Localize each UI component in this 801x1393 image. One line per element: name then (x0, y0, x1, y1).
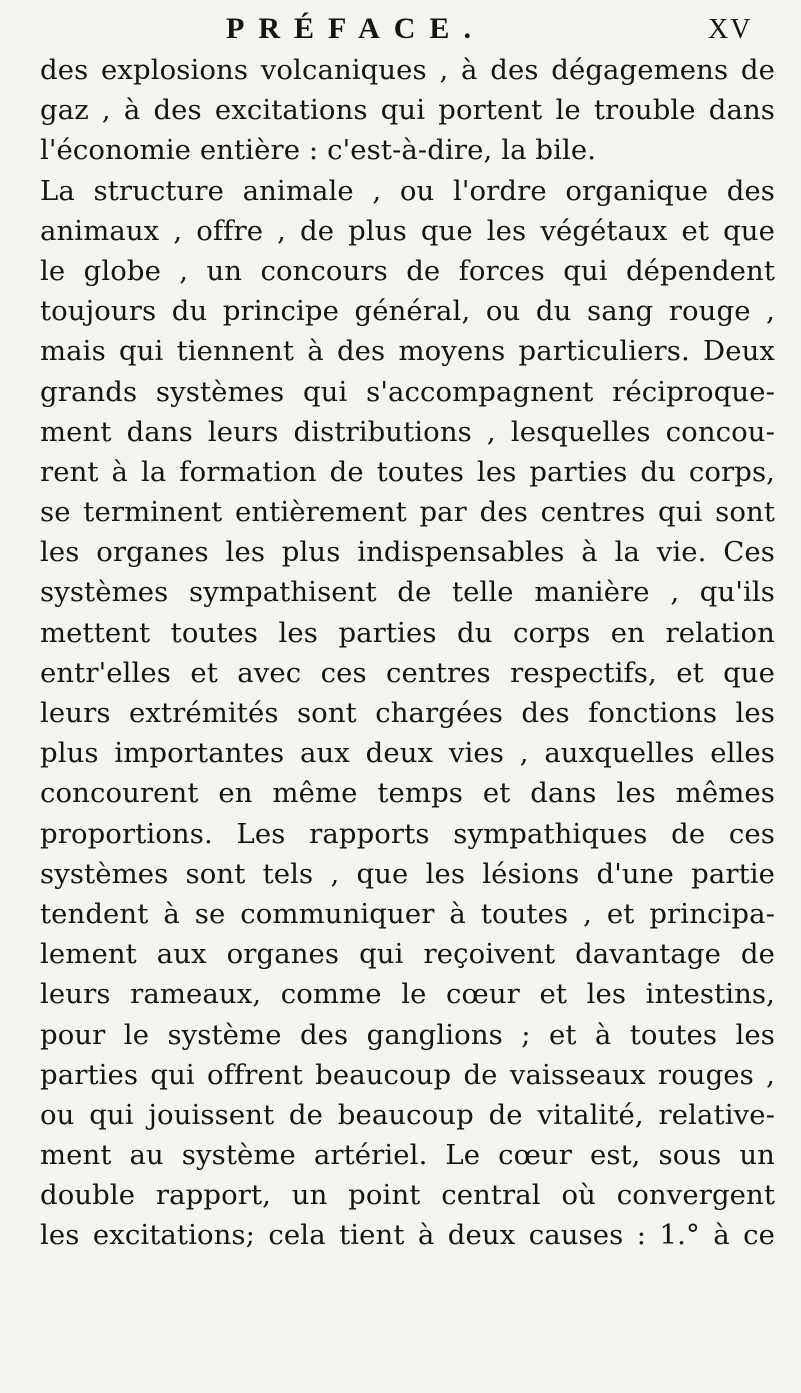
text-line: lement aux organes qui reçoivent davantage de (40, 938, 775, 971)
text-line: double rapport, un point central où convergent (40, 1179, 775, 1212)
text-line: les organes les plus indispensables à la vie. Ces (40, 536, 775, 569)
text-line: grands systèmes qui s'accompagnent réciproque- (40, 375, 775, 408)
page-number: XV (708, 14, 753, 45)
text-line: ment au système artériel. Le cœur est, sous un (40, 1139, 775, 1172)
text-line: mais qui tiennent à des moyens particuliers. Deux (40, 335, 775, 368)
text-line: mettent toutes les parties du corps en relation (40, 616, 775, 649)
text-line: gaz , à des excitations qui portent le trouble dans (40, 94, 775, 127)
text-line: entr'elles et avec ces centres respectifs, et que (40, 656, 775, 689)
text-line: concourent en même temps et dans les mêmes (40, 777, 775, 810)
text-line: l'économie entière : c'est-à-dire, la bile. (40, 134, 597, 167)
text-line: ou qui jouissent de beaucoup de vitalité, relative- (40, 1098, 775, 1131)
text-line: proportions. Les rapports sympathiques de ces (40, 817, 775, 850)
text-line: parties qui offrent beaucoup de vaisseaux rouges , (40, 1058, 775, 1091)
text-line: se terminent entièrement par des centres qui sont (40, 496, 775, 529)
text-line: pour le système des ganglions ; et à toutes les (40, 1018, 775, 1051)
text-line: leurs rameaux, comme le cœur et les intestins, (40, 978, 775, 1011)
text-line: ment dans leurs distributions , lesquelles concou- (40, 415, 775, 448)
body-text (40, 50, 775, 1256)
text-line: des explosions volcaniques , à des dégagemens de (40, 54, 775, 86)
text-line: plus importantes aux deux vies , auxquelles elles (40, 737, 775, 770)
text-line: rent à la formation de toutes les parties du corps, (40, 455, 775, 488)
running-title: PRÉFACE. (226, 12, 485, 45)
text-line: toujours du principe général, ou du sang rouge , (40, 295, 775, 328)
text-line: La structure animale , ou l'ordre organique des (40, 174, 775, 207)
text-line: tendent à se communiquer à toutes , et principa- (40, 897, 775, 930)
text-line: systèmes sont tels , que les lésions d'une partie (40, 857, 775, 890)
text-line: le globe , un concours de forces qui dépendent (40, 254, 775, 287)
running-head (0, 12, 801, 52)
text-line: les excitations; cela tient à deux causes : 1.° à ce (40, 1219, 775, 1252)
text-line: animaux , offre , de plus que les végétaux et que (40, 214, 775, 247)
text-line: systèmes sympathisent de telle manière , qu'ils (40, 576, 775, 609)
text-line: leurs extrémités sont chargées des fonctions les (40, 697, 775, 729)
